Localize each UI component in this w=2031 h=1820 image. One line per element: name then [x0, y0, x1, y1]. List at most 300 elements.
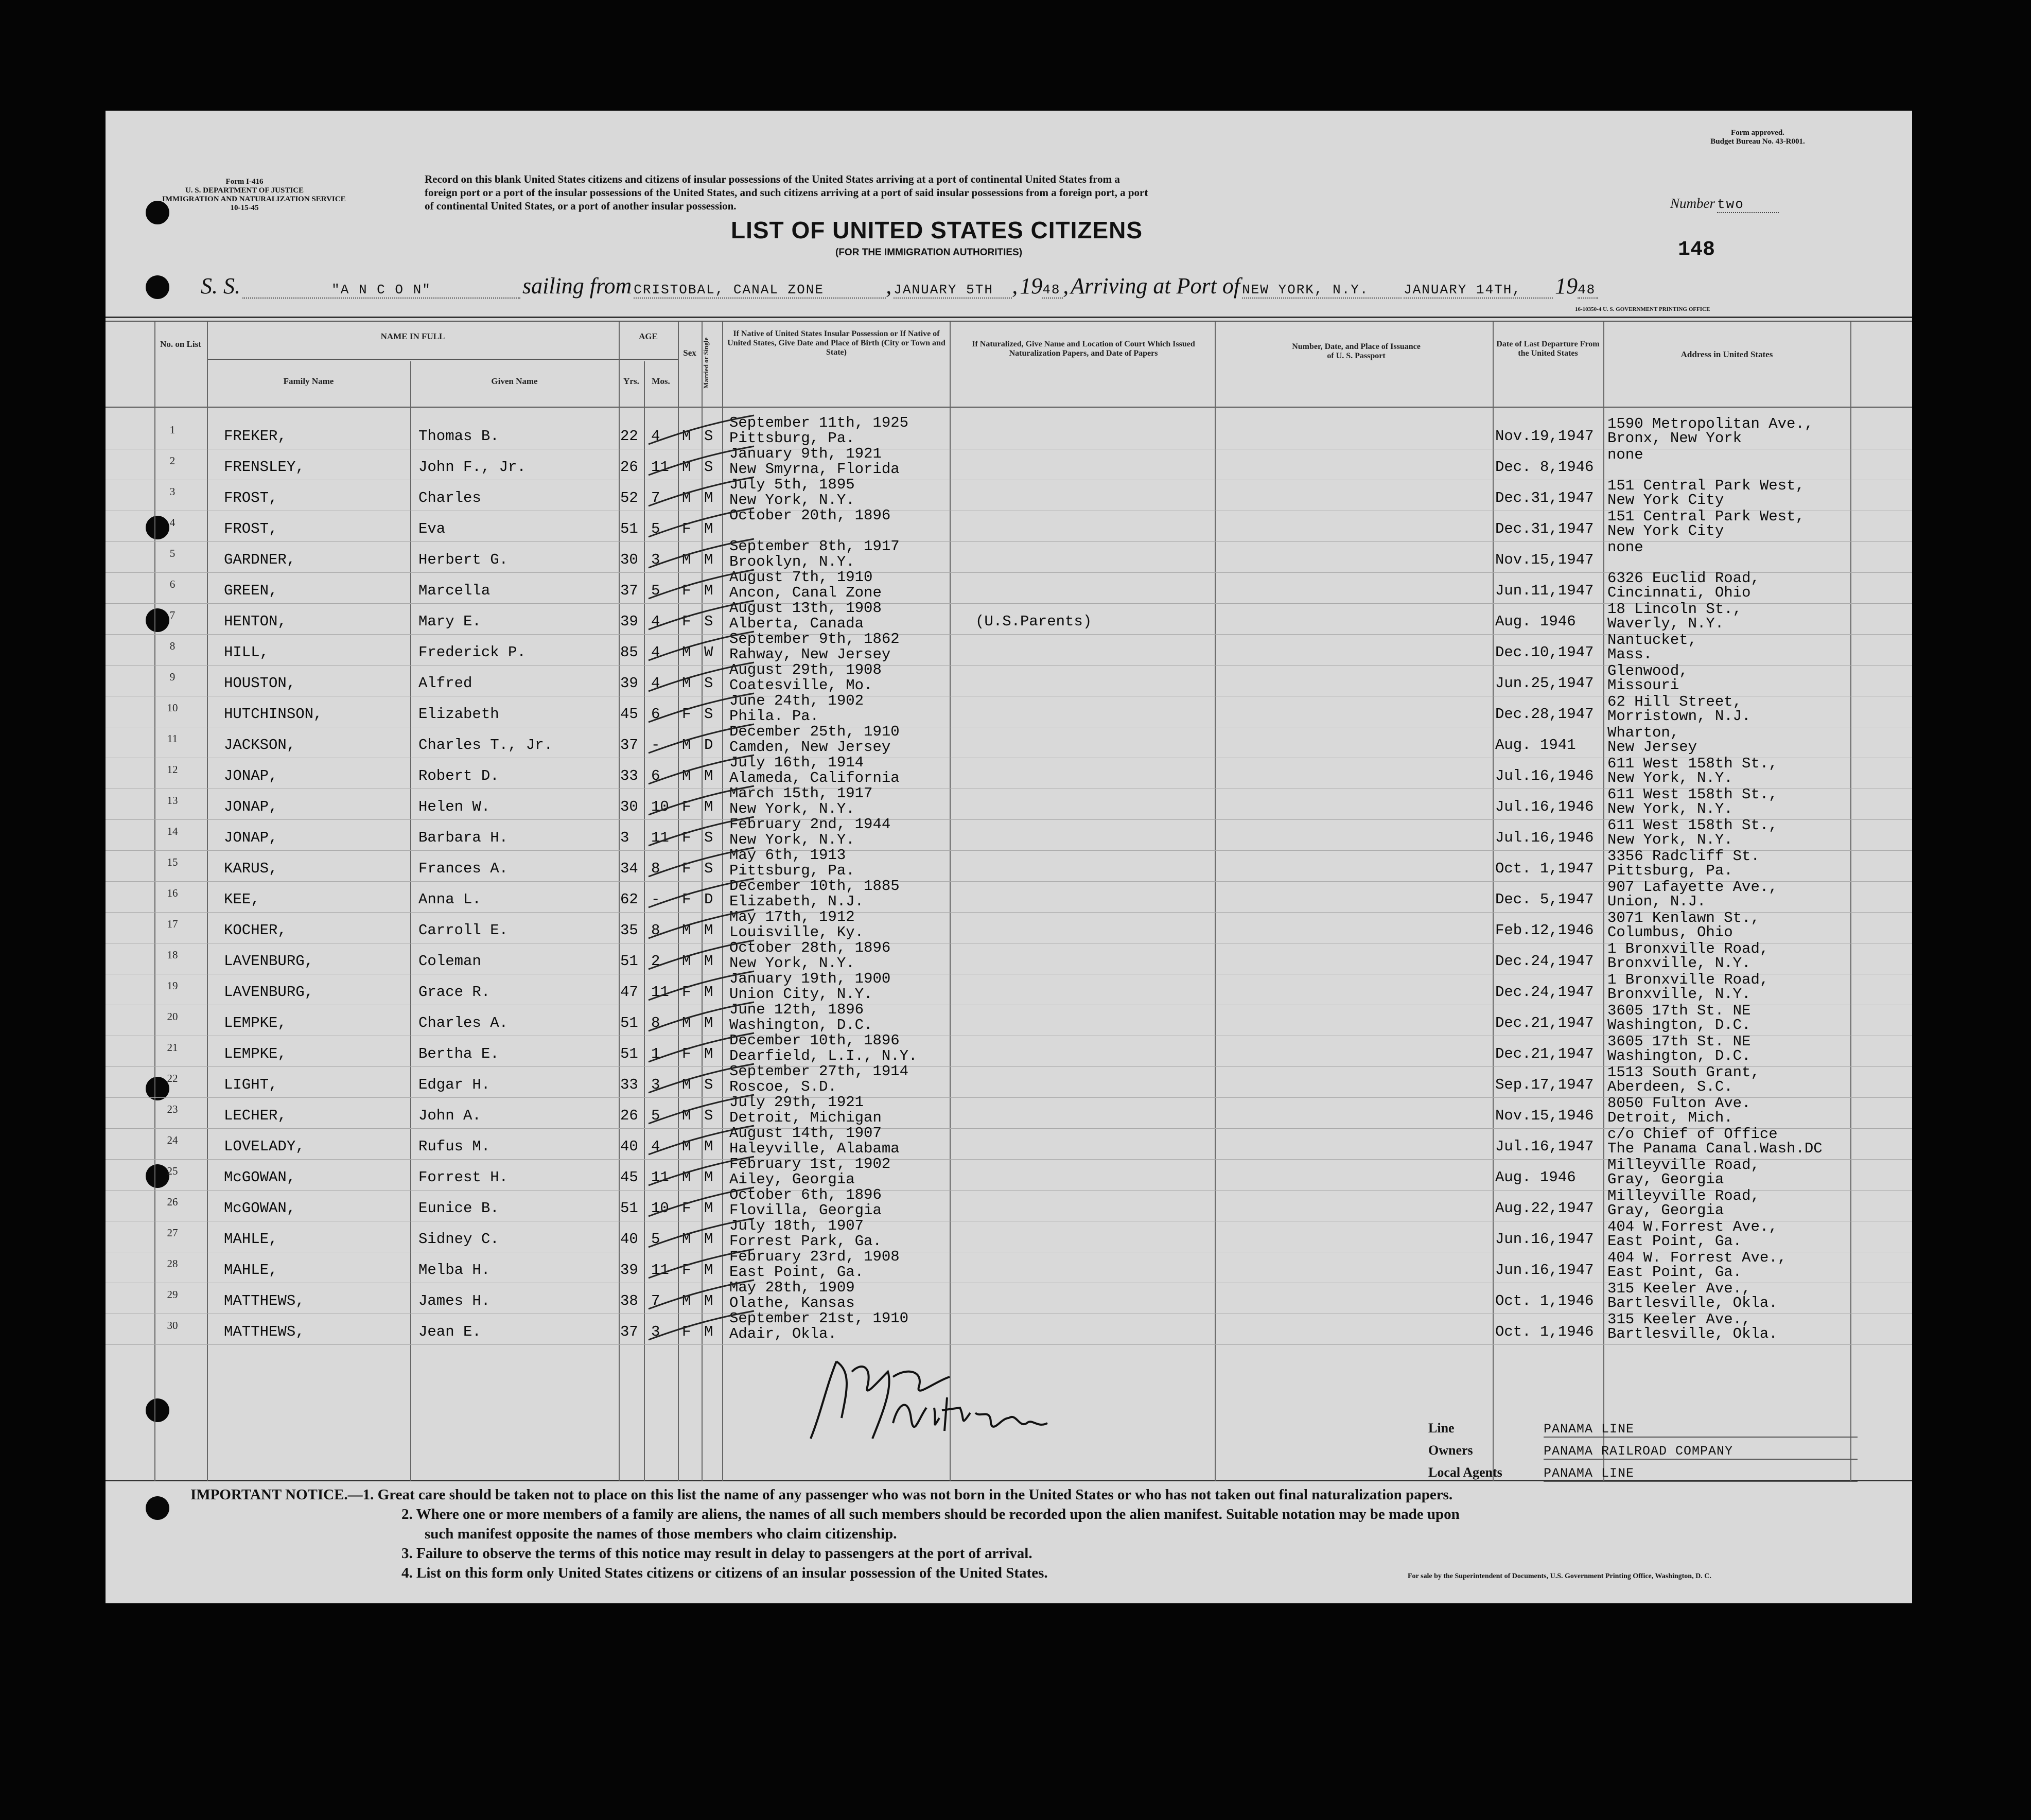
row-number: 8 — [169, 640, 176, 652]
header-passport: Number, Date, and Place of Issuance of U. S. Passport — [1292, 342, 1421, 360]
address-line-2: Bartlesville, Okla. — [1607, 1325, 1778, 1342]
age-months: 8 — [651, 860, 660, 877]
sex: F — [682, 860, 691, 877]
punch-hole — [146, 1398, 169, 1422]
notice-item: 3. Failure to observe the terms of this notice may result in delay to passengers at the port of arrival. — [401, 1545, 1032, 1562]
birth-date: September 9th, 1862 — [729, 631, 900, 647]
table-row — [106, 445, 1912, 480]
marital-status: S — [704, 675, 713, 692]
given-name: Charles — [418, 489, 481, 506]
birth-place: East Point, Ga. — [729, 1264, 864, 1281]
table-row — [106, 1279, 1912, 1314]
family-name: FROST, — [224, 489, 278, 506]
address-line-2: Bartlesville, Okla. — [1607, 1294, 1778, 1311]
form-number: Form I-416 — [225, 178, 264, 186]
last-departure: Nov.15,1947 — [1495, 551, 1594, 568]
marital-status: M — [704, 1014, 713, 1031]
given-name: John A. — [418, 1107, 481, 1124]
last-departure: Jun.25,1947 — [1495, 675, 1594, 692]
address-line-1: 3356 Radcliff St. — [1607, 848, 1760, 865]
birth-date: October 28th, 1896 — [729, 939, 891, 956]
birth-place: Dearfield, L.I., N.Y. — [729, 1047, 918, 1064]
marital-status: M — [704, 1323, 713, 1340]
age-years: 62 — [620, 891, 638, 908]
sex: M — [682, 1014, 691, 1031]
address-line-1: 151 Central Park West, — [1607, 508, 1805, 525]
row-number: 11 — [167, 732, 178, 745]
arrival-date: JANUARY 14TH, — [1404, 282, 1553, 299]
age-months: 11 — [651, 1169, 669, 1186]
sex: M — [682, 1107, 691, 1124]
naturalization: (U.S.Parents) — [975, 613, 1092, 630]
family-name: FROST, — [224, 520, 278, 537]
address-line-2: Bronx, New York — [1607, 430, 1742, 447]
last-departure: Jul.16,1947 — [1495, 1138, 1594, 1155]
sale-imprint: For sale by the Superintendent of Documents, U.S. Government Printing Office, Washington, D. C. — [1408, 1572, 1711, 1580]
marital-status: M — [704, 1231, 713, 1248]
family-name: GARDNER, — [224, 551, 296, 568]
address-line-2: Bronxville, N.Y. — [1607, 955, 1751, 972]
row-number: 13 — [167, 794, 178, 807]
marital-status: M — [704, 551, 713, 568]
age-years: 51 — [620, 1045, 638, 1062]
address-line-2: Pittsburg, Pa. — [1607, 862, 1733, 879]
family-name: HUTCHINSON, — [224, 706, 323, 723]
table-row — [106, 1063, 1912, 1098]
address-line-2: Columbus, Ohio — [1607, 924, 1733, 941]
birth-date: October 6th, 1896 — [729, 1186, 882, 1203]
row-number: 16 — [167, 887, 178, 899]
marital-status: S — [704, 829, 713, 846]
address-line-1: 315 Keeler Ave., — [1607, 1311, 1751, 1328]
age-years: 45 — [620, 1169, 638, 1186]
given-name: Alfred — [418, 675, 472, 692]
sex: M — [682, 767, 691, 784]
address-line-1: 611 West 158th St., — [1607, 786, 1778, 803]
agents-value: PANAMA LINE — [1544, 1466, 1858, 1482]
address-line-1: Milleyville Road, — [1607, 1187, 1760, 1204]
header-last-departure: Date of Last Departure From the United States — [1496, 340, 1600, 358]
check-mark — [646, 1309, 764, 1345]
address-line-1: 404 W.Forrest Ave., — [1607, 1218, 1778, 1235]
sex: M — [682, 644, 691, 661]
family-name: MATTHEWS, — [224, 1323, 305, 1340]
sex: F — [682, 613, 691, 630]
sex: M — [682, 1231, 691, 1248]
sex: F — [682, 1323, 691, 1340]
sailing-year: 48 — [1042, 282, 1063, 299]
table-row — [106, 878, 1912, 913]
given-name: Anna L. — [418, 891, 481, 908]
family-name: JONAP, — [224, 798, 278, 815]
row-number: 14 — [167, 825, 178, 837]
sex: F — [682, 829, 691, 846]
table-row — [106, 1186, 1912, 1221]
punch-hole — [146, 275, 169, 299]
age-months: 7 — [651, 1292, 660, 1309]
age-months: 6 — [651, 767, 660, 784]
arriving-label: Arriving at Port of — [1071, 273, 1240, 299]
sex: M — [682, 922, 691, 939]
header-birth: If Native of United States Insular Possession or If Native of United States, Give Date and Place of Birth (City or Town and State) — [727, 329, 946, 357]
given-name: Barbara H. — [418, 829, 509, 846]
birth-place: Alameda, California — [729, 769, 900, 786]
marital-status: M — [704, 489, 713, 506]
birth-place: Rahway, New Jersey — [729, 646, 891, 663]
given-name: James H. — [418, 1292, 491, 1309]
official-signature — [806, 1341, 1094, 1457]
age-years: 30 — [620, 551, 638, 568]
given-name: Elizabeth — [418, 706, 499, 723]
address-line-1: 3605 17th St. NE — [1607, 1002, 1751, 1019]
address-line-1: Milleyville Road, — [1607, 1157, 1760, 1174]
family-name: JACKSON, — [224, 737, 296, 754]
given-name: Frances A. — [418, 860, 509, 877]
sex: F — [682, 798, 691, 815]
birth-place: Ancon, Canal Zone — [729, 584, 882, 601]
given-name: Eunice B. — [418, 1200, 499, 1217]
address-line-1: 611 West 158th St., — [1607, 817, 1778, 834]
line-field — [1428, 1421, 1858, 1438]
birth-date: July 18th, 1907 — [729, 1217, 864, 1234]
marital-status: M — [704, 582, 713, 599]
row-number: 22 — [167, 1072, 178, 1084]
last-departure: Dec.28,1947 — [1495, 706, 1594, 723]
age-years: 45 — [620, 706, 638, 723]
marital-status: M — [704, 1045, 713, 1062]
notice-item: 2. Where one or more members of a family are aliens, the names of all such members should be recorded upon the alien manifest. Suitable notation may be made upon — [401, 1506, 1460, 1522]
signature-scribble — [806, 1341, 1094, 1454]
row-number: 2 — [169, 454, 176, 467]
age-years: 22 — [620, 428, 638, 445]
intro-text — [425, 172, 1148, 213]
table-row — [106, 1094, 1912, 1129]
sex: F — [682, 891, 691, 908]
given-name: Helen W. — [418, 798, 491, 815]
sex: M — [682, 737, 691, 754]
sex: M — [682, 1292, 691, 1309]
age-header-rule — [619, 359, 678, 360]
given-name: Jean E. — [418, 1323, 481, 1340]
address-line-1: Wharton, — [1607, 724, 1679, 741]
family-name: HOUSTON, — [224, 675, 296, 692]
header-married-single: Married or Single — [702, 337, 710, 389]
birth-place: Ailey, Georgia — [729, 1171, 855, 1188]
sex: M — [682, 489, 691, 506]
table-row — [106, 1310, 1912, 1345]
header-sex: Sex — [683, 348, 696, 358]
table-row — [106, 816, 1912, 851]
last-departure: Aug. 1946 — [1495, 613, 1576, 630]
row-number: 9 — [169, 671, 176, 683]
intro-line: Record on this blank United States citizens and citizens of insular possessions of the United States arriving at a port of continental United States from a — [425, 173, 1120, 185]
age-months: - — [651, 737, 660, 754]
age-months: 11 — [651, 1262, 669, 1279]
marital-status: S — [704, 706, 713, 723]
family-name: FREKER, — [224, 428, 287, 445]
age-months: 8 — [651, 1014, 660, 1031]
address-line-1: 611 West 158th St., — [1607, 755, 1778, 772]
address-line-2: Washington, D.C. — [1607, 1017, 1751, 1034]
intro-line: foreign port or a port of the insular possessions of the United States, and such citizens arriving at a port of said insular possessions from a foreign port, a port — [425, 186, 1148, 199]
birth-place: New York, N.Y. — [729, 492, 855, 509]
birth-date: February 23rd, 1908 — [729, 1248, 900, 1265]
age-months: 4 — [651, 675, 660, 692]
birth-place: Pittsburg, Pa. — [729, 430, 855, 447]
address-line-1: 1 Bronxville Road, — [1607, 971, 1769, 988]
birth-date: September 8th, 1917 — [729, 538, 900, 555]
address-line-2: Waverly, N.Y. — [1607, 615, 1724, 632]
last-departure: Aug. 1946 — [1495, 1169, 1576, 1186]
last-departure: Nov.19,1947 — [1495, 428, 1594, 445]
address-line-2: East Point, Ga. — [1607, 1233, 1742, 1250]
notice-item: 4. List on this form only United States citizens or citizens of an insular possession of the United States. — [401, 1565, 1048, 1581]
family-name: LEMPKE, — [224, 1014, 287, 1031]
table-row — [106, 476, 1912, 511]
birth-date: September 21st, 1910 — [729, 1310, 909, 1327]
birth-date: December 10th, 1885 — [729, 878, 900, 895]
table-row — [106, 723, 1912, 758]
table-row — [106, 754, 1912, 789]
given-name: Frederick P. — [418, 644, 526, 661]
important-notice — [190, 1485, 1460, 1583]
age-months: 11 — [651, 459, 669, 476]
age-months: - — [651, 891, 660, 908]
marital-status: M — [704, 798, 713, 815]
age-years: 35 — [620, 922, 638, 939]
family-name: JONAP, — [224, 829, 278, 846]
birth-date: September 27th, 1914 — [729, 1063, 909, 1080]
sex: F — [682, 1045, 691, 1062]
address-line-2: New Jersey — [1607, 739, 1697, 756]
age-months: 3 — [651, 1076, 660, 1093]
birth-place: Pittsburg, Pa. — [729, 862, 855, 879]
birth-date: August 14th, 1907 — [729, 1125, 882, 1142]
marital-status: M — [704, 1292, 713, 1309]
sex: M — [682, 1076, 691, 1093]
age-months: 7 — [651, 489, 660, 506]
last-departure: Dec.21,1947 — [1495, 1045, 1594, 1062]
address-line-2: New York City — [1607, 492, 1724, 509]
marital-status: M — [704, 1262, 713, 1279]
table-row — [106, 507, 1912, 542]
last-departure: Sep.17,1947 — [1495, 1076, 1594, 1093]
given-name: Eva — [418, 520, 446, 537]
line-label: Line — [1428, 1421, 1455, 1436]
given-name: Edgar H. — [418, 1076, 491, 1093]
birth-place: Union City, N.Y. — [729, 986, 873, 1003]
row-number: 3 — [169, 485, 176, 498]
family-name: LAVENBURG, — [224, 953, 314, 970]
address-line-1: Glenwood, — [1607, 662, 1688, 679]
birth-place: Phila. Pa. — [729, 708, 819, 725]
address-line-2: Detroit, Mich. — [1607, 1109, 1733, 1126]
row-number: 29 — [167, 1288, 178, 1301]
age-months: 5 — [651, 1231, 660, 1248]
list-number — [1670, 196, 1779, 213]
family-name: LEMPKE, — [224, 1045, 287, 1062]
sailing-date: JANUARY 5TH — [894, 282, 1012, 299]
birth-date: July 29th, 1921 — [729, 1094, 864, 1111]
sex: M — [682, 459, 691, 476]
printer-imprint: 16-10350-4 U. S. GOVERNMENT PRINTING OFFICE — [1575, 306, 1710, 312]
header-naturalized: If Naturalized, Give Name and Location of Court Which Issued Naturalization Papers, and Date of Papers — [972, 340, 1195, 358]
marital-status: D — [704, 737, 713, 754]
marital-status: S — [704, 1107, 713, 1124]
age-years: 37 — [620, 1323, 638, 1340]
birth-place: New Smyrna, Florida — [729, 461, 900, 478]
birth-place: Coatesville, Mo. — [729, 677, 873, 694]
row-number: 25 — [167, 1165, 178, 1177]
marital-status: M — [704, 1200, 713, 1217]
sex: F — [682, 582, 691, 599]
row-number: 17 — [167, 918, 178, 930]
family-name: McGOWAN, — [224, 1169, 296, 1186]
form-service: IMMIGRATION AND NATURALIZATION SERVICE — [162, 195, 346, 203]
family-name: KEE, — [224, 891, 260, 908]
row-number: 20 — [167, 1010, 178, 1023]
form-approval — [1665, 129, 1850, 146]
sex: M — [682, 675, 691, 692]
marital-status: W — [704, 644, 713, 661]
age-years: 52 — [620, 489, 638, 506]
age-years: 39 — [620, 1262, 638, 1279]
age-years: 3 — [620, 829, 629, 846]
family-name: MATTHEWS, — [224, 1292, 305, 1309]
address-line-1: 404 W. Forrest Ave., — [1607, 1249, 1787, 1266]
table-row — [106, 847, 1912, 882]
birth-place: New York, N.Y. — [729, 955, 855, 972]
birth-date: January 19th, 1900 — [729, 970, 891, 987]
birth-date: May 28th, 1909 — [729, 1279, 855, 1296]
given-name: Herbert G. — [418, 551, 509, 568]
birth-place: Elizabeth, N.J. — [729, 893, 864, 910]
birth-date: August 29th, 1908 — [729, 661, 882, 678]
family-name: HENTON, — [224, 613, 287, 630]
notice-title: IMPORTANT NOTICE. — [190, 1486, 348, 1503]
address-line-1: none — [1607, 446, 1643, 463]
address-line-1: 3071 Kenlawn St., — [1607, 909, 1760, 926]
birth-place: Camden, New Jersey — [729, 739, 891, 756]
notice-item: —1. Great care should be taken not to place on this list the name of any passenger who was not born in the United States or who has not taken out final naturalization papers. — [347, 1486, 1453, 1503]
age-months: 1 — [651, 1045, 660, 1062]
marital-status: M — [704, 984, 713, 1001]
birth-date: August 13th, 1908 — [729, 600, 882, 617]
last-departure: Oct. 1,1947 — [1495, 860, 1594, 877]
marital-status: S — [704, 1076, 713, 1093]
marital-status: M — [704, 520, 713, 537]
last-departure: Dec. 5,1947 — [1495, 891, 1594, 908]
age-months: 8 — [651, 922, 660, 939]
given-name: Grace R. — [418, 984, 491, 1001]
row-number: 28 — [167, 1257, 178, 1270]
year-prefix: 19 — [1020, 273, 1043, 299]
table-row — [106, 1001, 1912, 1036]
age-months: 5 — [651, 1107, 660, 1124]
address-line-2: Aberdeen, S.C. — [1607, 1078, 1733, 1095]
table-row — [106, 569, 1912, 604]
header-address: Address in United States — [1680, 349, 1773, 359]
row-number: 12 — [167, 763, 178, 776]
age-years: 38 — [620, 1292, 638, 1309]
row-number: 18 — [167, 949, 178, 961]
address-line-2: Gray, Georgia — [1607, 1171, 1724, 1188]
birth-place: Louisville, Ky. — [729, 924, 864, 941]
birth-place: Roscoe, S.D. — [729, 1078, 837, 1095]
row-number: 30 — [167, 1319, 178, 1332]
sailing-label: sailing from — [522, 273, 632, 299]
marital-status: M — [704, 953, 713, 970]
marital-status: S — [704, 613, 713, 630]
age-months: 10 — [651, 1200, 669, 1217]
age-years: 47 — [620, 984, 638, 1001]
birth-place: Forrest Park, Ga. — [729, 1233, 882, 1250]
birth-place: Flovilla, Georgia — [729, 1202, 882, 1219]
table-row — [106, 1032, 1912, 1067]
table-row — [106, 970, 1912, 1005]
age-years: 33 — [620, 1076, 638, 1093]
given-name: Charles T., Jr. — [418, 737, 553, 754]
budget-number: Budget Bureau No. 43-R001. — [1710, 137, 1805, 146]
sex: F — [682, 1200, 691, 1217]
birth-date: July 5th, 1895 — [729, 476, 855, 493]
year-prefix: 19 — [1555, 273, 1578, 299]
sex: F — [682, 984, 691, 1001]
birth-date: February 2nd, 1944 — [729, 816, 891, 833]
table-row — [106, 908, 1912, 943]
marital-status: S — [704, 860, 713, 877]
age-months: 10 — [651, 798, 669, 815]
manifest-sheet — [106, 111, 1912, 1603]
page-number: 148 — [1678, 238, 1715, 261]
given-name: Robert D. — [418, 767, 499, 784]
address-line-2: The Panama Canal.Wash.DC — [1607, 1140, 1823, 1157]
table-row — [106, 631, 1912, 666]
age-months: 11 — [651, 829, 669, 846]
marital-status: M — [704, 922, 713, 939]
family-name: LECHER, — [224, 1107, 287, 1124]
age-years: 85 — [620, 644, 638, 661]
birth-date: June 24th, 1902 — [729, 692, 864, 709]
family-name: HILL, — [224, 644, 269, 661]
last-departure: Nov.15,1946 — [1495, 1107, 1594, 1124]
birth-place: New York, N.Y. — [729, 831, 855, 848]
address-line-1: 151 Central Park West, — [1607, 477, 1805, 494]
age-years: 33 — [620, 767, 638, 784]
birth-date: October 20th, 1896 — [729, 507, 891, 524]
table-row — [106, 1248, 1912, 1283]
age-years: 51 — [620, 1014, 638, 1031]
ss-label: S. S. — [201, 273, 240, 299]
age-months: 4 — [651, 644, 660, 661]
birth-date: May 6th, 1913 — [729, 847, 846, 864]
last-departure: Dec. 8,1946 — [1495, 459, 1594, 476]
last-departure: Dec.24,1947 — [1495, 984, 1594, 1001]
birth-place: Washington, D.C. — [729, 1017, 873, 1034]
age-years: 26 — [620, 1107, 638, 1124]
age-months: 6 — [651, 706, 660, 723]
marital-status: S — [704, 459, 713, 476]
age-months: 4 — [651, 1138, 660, 1155]
family-name: GREEN, — [224, 582, 278, 599]
table-row — [106, 414, 1912, 449]
last-departure: Aug. 1941 — [1495, 737, 1576, 754]
address-line-1: 18 Lincoln St., — [1607, 601, 1742, 618]
birth-date: January 9th, 1921 — [729, 445, 882, 462]
sex: M — [682, 953, 691, 970]
age-months: 4 — [651, 613, 660, 630]
address-line-2: Washington, D.C. — [1607, 1047, 1751, 1064]
